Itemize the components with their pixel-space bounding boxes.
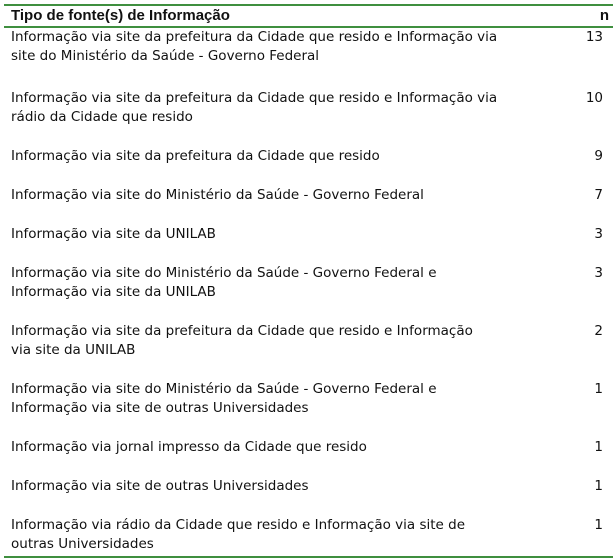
table-row — [4, 262, 613, 320]
information-sources-table — [4, 4, 613, 558]
source-cell: Informação via rádio da Cidade que resido e Informação via site de outras Universidades — [11, 517, 466, 552]
count-cell: 1 — [594, 439, 603, 455]
table-row — [4, 184, 613, 223]
count-cell: 2 — [594, 323, 603, 339]
source-cell: Informação via site do Ministério da Saúde - Governo Federal e Informação via site de outras Universidades — [11, 381, 437, 416]
count-cell: 1 — [594, 517, 603, 533]
count-cell: 10 — [585, 90, 603, 106]
source-cell: Informação via site do Ministério da Saúde - Governo Federal — [11, 187, 424, 203]
count-cell: 9 — [594, 148, 603, 164]
count-cell: 13 — [585, 29, 603, 45]
table-row — [4, 378, 613, 436]
table-row — [4, 475, 613, 514]
source-cell: Informação via site do Ministério da Saúde - Governo Federal e Informação via site da UNILAB — [11, 265, 437, 300]
source-cell: Informação via site da UNILAB — [11, 226, 216, 242]
count-cell: 3 — [594, 226, 603, 242]
header-source: Tipo de fonte(s) de Informação — [11, 7, 230, 24]
table-row — [4, 514, 613, 556]
table-header — [4, 6, 613, 28]
table-row — [4, 223, 613, 262]
table-row — [4, 28, 613, 87]
table-row — [4, 436, 613, 475]
source-cell: Informação via site da prefeitura da Cidade que resido — [11, 148, 380, 164]
count-cell: 1 — [594, 381, 603, 397]
table-row — [4, 320, 613, 378]
source-cell: Informação via site de outras Universidades — [11, 478, 309, 494]
count-cell: 1 — [594, 478, 603, 494]
source-cell: Informação via site da prefeitura da Cidade que resido e Informação via site do Ministério da Saúde - Governo Federal — [11, 29, 498, 64]
table-row — [4, 145, 613, 184]
source-cell: Informação via jornal impresso da Cidade que resido — [11, 439, 367, 455]
count-cell: 3 — [594, 265, 603, 281]
table-row — [4, 87, 613, 145]
source-cell: Informação via site da prefeitura da Cidade que resido e Informação via rádio da Cidade que resido — [11, 90, 498, 125]
count-cell: 7 — [594, 187, 603, 203]
source-cell: Informação via site da prefeitura da Cidade que resido e Informação via site da UNILAB — [11, 323, 473, 358]
header-n: n — [599, 7, 609, 24]
